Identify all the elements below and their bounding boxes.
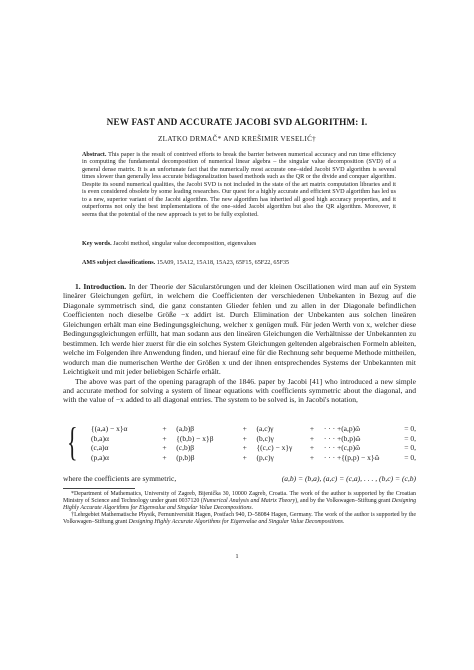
equation-term: (a,c)γ	[256, 424, 274, 434]
equation-term: +	[162, 433, 167, 443]
footnote-1	[63, 491, 416, 512]
abstract	[82, 152, 396, 219]
page-number: 1	[235, 553, 239, 560]
equation-term: = 0,	[404, 433, 416, 443]
equation-term: +	[162, 424, 167, 434]
keywords-text: Jacobi method, singular value decomposition, eigenvalues	[113, 241, 257, 247]
equation-term: = 0,	[404, 452, 416, 462]
equation-term: · · · +	[323, 452, 342, 462]
intro-paragraph-1-text: In der Theorie der Säcularstörungen und der kleinen Oscillationen wird man auf ein System lineärer Gleichungen gefürt, in welchem die Coefficienten der verschiedenen Unbekanten in Bezug auf die Diagonale symmetrisch sind, die ganz constanten Glieder fehlen und zu allen in der Diagonale befindlichen Coefficienten noch dieselbe Größe −x addirt ist. Durch Elimination der Unbekanten aus solchen lineären Gleichungen erhält man eine Bedingungsgleichung, welcher x genügen muß. Für jeden Werth von x, welcher diese Bedingungsgleichungen erfüllt, hat man sodann aus den lineären Gleichungen die Verhältnisse der Unbekannten zu bestimmen. Ich werde hier zuerst für die ein solches System Gleichungen geltenden algebraischen Formeln ableiten, welche im Folgenden ihre Anwendung finden, und hierauf eine für die Rechnung sehr bequeme Methode mittheilen, wodurch man die numerischen Werthe der Größen x und der ihnen entsprechendes Systems der Unbekannten mit Leichtigkeit und mit jeder beliebigen Schärfe erhält.	[63, 282, 416, 377]
footnote-2-main: †Lehrgebiet Mathematische Physik, Fernuniversität Hagen, Postfach 940, D–58084 Hagen, Germany. The work of the author is supported by the Volkswagen–Stiftung grant	[63, 512, 416, 526]
ams-classifications	[82, 260, 396, 267]
equation-term: (p,b)β	[176, 452, 195, 462]
equation-term: {(c,c) − x}γ	[256, 443, 293, 453]
equation-term: (c,a)α	[91, 443, 109, 453]
equation-term: = 0,	[404, 424, 416, 434]
equation-term: (c,p)ῶ	[341, 443, 361, 453]
symmetry-statement	[63, 474, 416, 483]
ams-text: 15A09, 15A12, 15A18, 15A23, 65F15, 65F22, 65F35	[156, 260, 290, 266]
keywords-label: Key words.	[82, 241, 112, 247]
abstract-text: This paper is the result of contrived efforts to break the barrier between numerical accuracy and run time efficiency in computing the fundamental decomposition of numerical linear algebra – the singular value decomposition (SVD) of a general dense matrix. It is an unfortunate fact that the numerically most accurate one–sided Jacobi SVD algorithm is several times slower than generally less accurate bidiagonalization based methods such as the QR or the divide and conquer algorithm. Despite its sound numerical qualities, the Jacobi SVD is not included in the state of the art matrix computation libraries and it is even considered obsolete by some leading researches. Our quest for a highly accurate and efficient SVD algorithm has led us to a new, superior variant of the Jacobi algorithm. The new algorithm has inherited all good high accuracy properties, and it outperforms not only the best implementations of the one–sided Jacobi algorithm but also the QR algorithm. Moreover, it seems that the potential of the new approach is yet to be fully exploited.	[82, 152, 396, 218]
equation-table	[91, 424, 416, 462]
equation-term: (p,a)α	[91, 452, 109, 462]
intro-paragraph-1	[63, 282, 416, 377]
equation-term: (b,p)ῶ	[341, 433, 361, 443]
ams-label: AMS subject classifications.	[82, 260, 156, 266]
introduction	[63, 282, 416, 405]
footnote-1-italic-2: Designing Highly Accurate Algorithms for Eigenvalue and Singular Value Decompositions.	[63, 498, 417, 512]
footnote-rule	[63, 488, 135, 489]
left-brace-symbol: {	[67, 419, 78, 464]
equation-term: +	[309, 424, 315, 434]
abstract-label: Abstract.	[82, 152, 107, 158]
equation-term: {(a,a) − x}α	[91, 424, 128, 434]
footnote-1-italic-1: Numerical Analysis and Matrix Theory	[202, 498, 296, 505]
equation-term: · · · +	[323, 443, 342, 453]
equation-term: {(b,b) − x}β	[176, 433, 214, 443]
equation-term: (c,b)β	[176, 443, 195, 453]
equation-row	[91, 453, 416, 463]
equation-row	[91, 424, 416, 434]
equation-term: {(p,p) − x}ῶ	[341, 452, 380, 462]
intro-paragraph-2: The above was part of the opening paragraph of the 1846. paper by Jacobi [41] who introduced a new simple and accurate method for solving a system of linear equations with coefficients symmetric about the diagonal, and with the value of −x added to all diagonal entries. The system to be solved is, in Jacobi's notation,	[63, 376, 416, 405]
equation-system	[63, 419, 416, 466]
symmetry-relation: (a,b) = (b,a), (a,c) = (c,a), . . . , (b,c) = (c,b)	[281, 474, 416, 483]
equation-term: +	[309, 452, 315, 462]
equation-term: +	[242, 443, 247, 453]
footnote-2-italic: Designing Highly Accurate Algorithms for Eigenvalue and Singular Value Decompositions.	[128, 519, 345, 526]
equation-term: · · · +	[323, 424, 342, 434]
equation-term: +	[162, 443, 167, 453]
equation-term: +	[242, 433, 247, 443]
equation-term: · · · +	[323, 433, 342, 443]
equation-term: (a,p)ῶ	[341, 424, 361, 434]
equation-term: = 0,	[404, 443, 416, 453]
footnote-2	[63, 512, 416, 526]
where-text: where the coefficients are symmetric,	[63, 474, 177, 483]
paper-title: NEW FAST AND ACCURATE JACOBI SVD ALGORITHM: I.	[106, 117, 368, 127]
equation-term: +	[309, 433, 315, 443]
equation-row	[91, 443, 416, 453]
footnote-1-main: *Department of Mathematics, University of Zagreb, Bijenička 30, 10000 Zagreb, Croatia. The work of the author is supported by the Croatian Ministry of Science and Technology under grant 0037120 (	[63, 491, 416, 505]
equation-term: (a,b)β	[176, 424, 195, 434]
paper-authors: ZLATKO DRMAČ* AND KREŠIMIR VESELIĆ†	[157, 135, 317, 143]
equation-term: +	[309, 443, 315, 453]
keywords	[82, 241, 396, 248]
equation-term: +	[242, 452, 247, 462]
equation-term: +	[242, 424, 247, 434]
equation-term: +	[162, 452, 167, 462]
equation-term: (p,c)γ	[256, 452, 274, 462]
equation-term: (b,c)γ	[256, 433, 274, 443]
footnotes	[63, 491, 416, 526]
equation-row	[91, 434, 416, 444]
section-title: 1. Introduction.	[75, 282, 127, 291]
footnote-1-mid: ), and by the Volkswagen–Stiftung grant	[295, 498, 392, 505]
equation-term: (b,a)α	[91, 433, 109, 443]
